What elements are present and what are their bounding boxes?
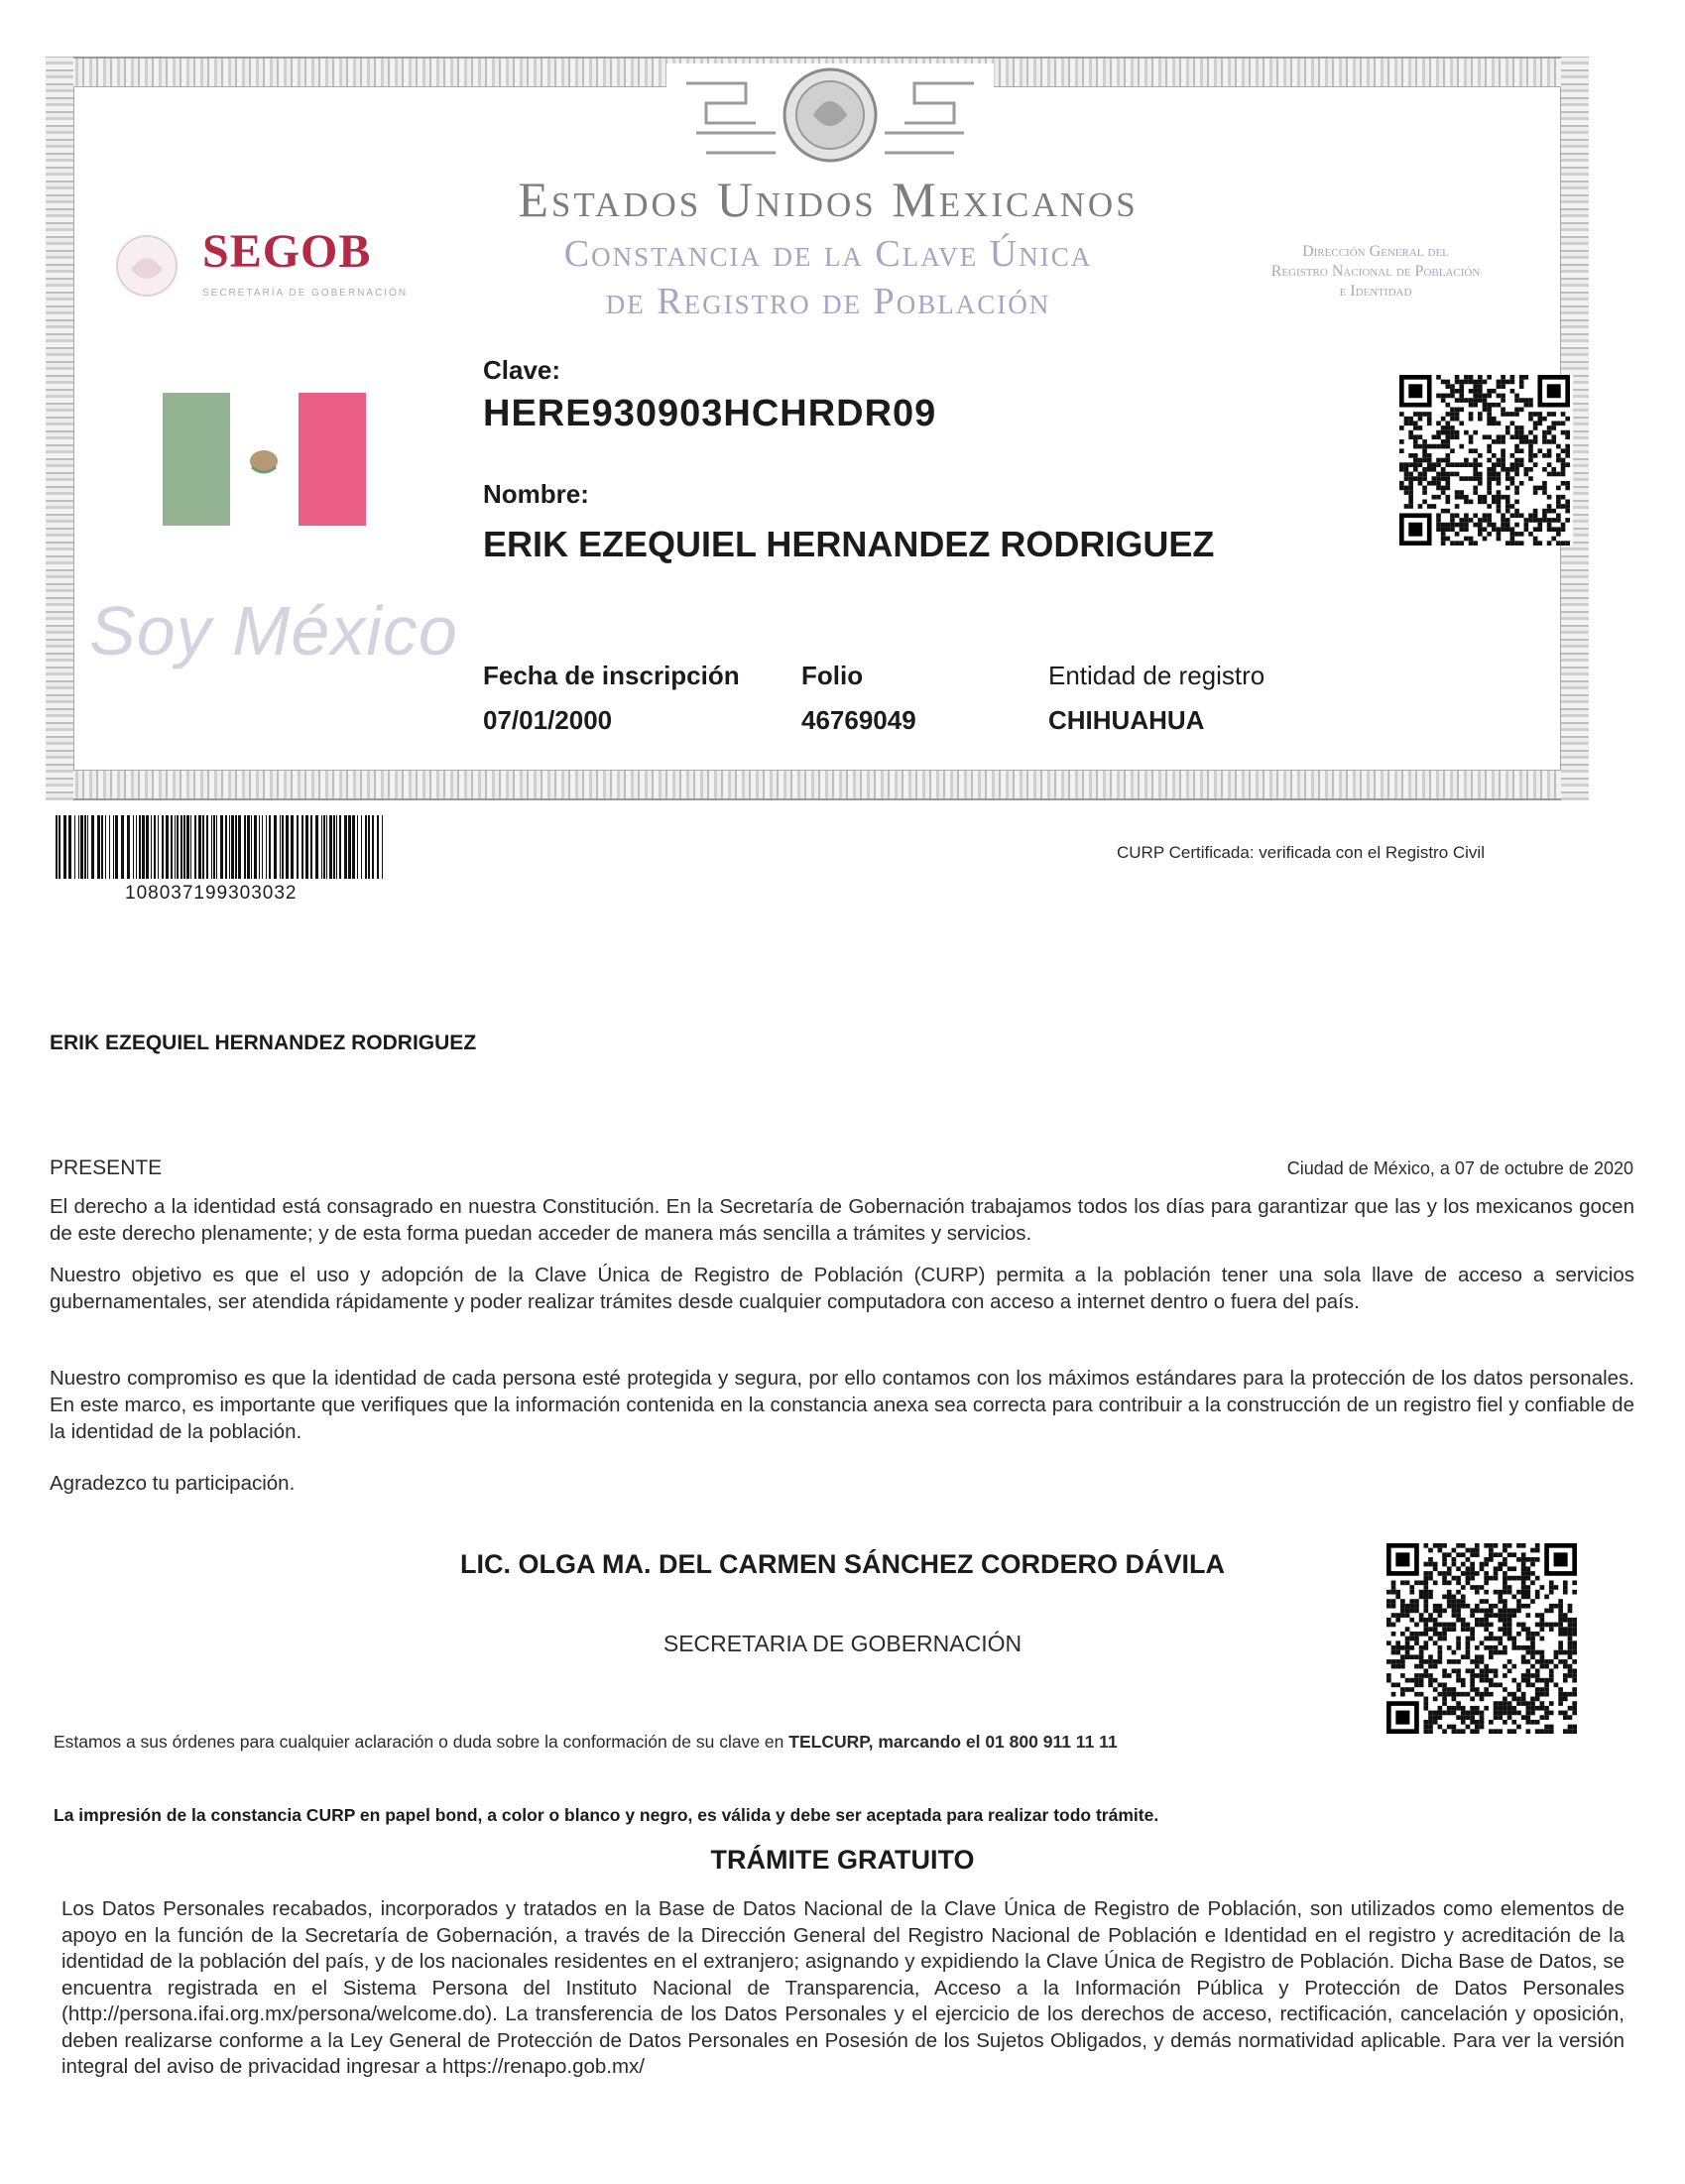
- nombre-value: ERIK EZEQUIEL HERNANDEZ RODRIGUEZ: [483, 524, 1215, 564]
- clave-label: Clave:: [483, 355, 561, 385]
- signer-title: SECRETARIA DE GOBERNACIÓN: [662, 1631, 1023, 1656]
- folio-value: 46769049: [801, 705, 916, 735]
- contact-text: Estamos a sus órdenes para cualquier aclaración o duda sobre la conformación de su clave en: [54, 1732, 789, 1752]
- segob-subtitle: SECRETARÍA DE GOBERNACIÓN: [202, 288, 409, 299]
- nombre-label: Nombre:: [483, 479, 589, 509]
- fecha-value: 07/01/2000: [483, 705, 613, 735]
- barcode-number: 108037199303032: [125, 883, 298, 904]
- flag-emblem-icon: [240, 439, 288, 479]
- barcode-icon: [56, 815, 385, 879]
- contact-line: [54, 1732, 1118, 1753]
- subtitle-line-1: Constancia de la Clave Única: [563, 233, 1093, 275]
- paragraph-2: Nuestro objetivo es que el uso y adopción de la Clave Única de Registro de Población (CURP) permita a la población tener una sola llave de acceso a servicios gubernamentales, ser atendida rápidamente y poder realizar trámites desde cualquier computadora con acceso a internet dentro o fuera del país.: [50, 1264, 1634, 1313]
- validity-note: La impresión de la constancia CURP en papel bond, a color o blanco y negro, es válida y debe ser aceptada para realizar todo trámite.: [54, 1805, 1159, 1825]
- renapo-line-3: e Identidad: [1339, 283, 1412, 300]
- paragraph-3: Nuestro compromiso es que la identidad de cada persona esté protegida y segura, por ello contamos con los máximos estándares para la protección de los datos personales. En este marco, es importante que verifiques que la información contenida en la constancia anexa sea correcta para contribuir a la construcción de un registro fiel y confiable de la identidad de la población.: [50, 1367, 1634, 1443]
- curp-certified-note: CURP Certificada: verificada con el Registro Civil: [1117, 843, 1485, 862]
- soy-mexico-watermark: Soy México: [89, 592, 458, 669]
- certificate-frame-left: [46, 57, 73, 800]
- mexico-flag-icon: [163, 393, 366, 526]
- renapo-line-1: Dirección General del: [1302, 243, 1449, 260]
- segob-logo-text: SEGOB: [202, 225, 372, 278]
- privacy-notice: Los Datos Personales recabados, incorporados y tratados en la Base de Datos Nacional de la Clave Única de Registro de Población, son utilizados como elementos de apoyo en la función de la Secretaría de Gobernación, a través de la Dirección General del Registro Nacional de Población e Identidad en el registro y acreditación de la identidad de la población del país, y de los nacionales residentes en el extranjero; asignando y expidiendo la Clave Única de Registro de Población. Dicha Base de Datos, se encuentra registrada en el Sistema Persona del Instituto Nacional de Transparencia, Acceso a la Información Pública y Protección de Datos Personales (http://persona.ifai.org.mx/persona/welcome.do). La transferencia de los Datos Personales y el ejercicio de los derechos de acceso, rectificación, cancelación y oposición, deben realizarse conforme a la Ley General de Protección de Datos Personales en Posesión de los Sujetos Obligados, y demás normatividad aplicable. Para ver la versión integral del aviso de privacidad ingresar a https://renapo.gob.mx/: [61, 1897, 1625, 2078]
- recipient-name: ERIK EZEQUIEL HERNANDEZ RODRIGUEZ: [50, 1031, 477, 1054]
- place-date: Ciudad de México, a 07 de octubre de 2020: [1286, 1158, 1633, 1178]
- presente-label: PRESENTE: [50, 1156, 163, 1179]
- entidad-value: CHIHUAHUA: [1048, 705, 1205, 735]
- segob-emblem-icon: [107, 230, 186, 302]
- signer-name: LIC. OLGA MA. DEL CARMEN SÁNCHEZ CORDERO DÁVILA: [459, 1549, 1225, 1579]
- folio-label: Folio: [801, 661, 864, 690]
- free-procedure-heading: TRÁMITE GRATUITO: [710, 1845, 975, 1875]
- qr-code-icon: [1396, 375, 1573, 546]
- thanks-line: Agradezco tu participación.: [50, 1472, 296, 1495]
- clave-value: HERE930903HCHRDR09: [483, 393, 937, 434]
- telcurp-phone: TELCURP, marcando el 01 800 911 11 11: [788, 1732, 1118, 1752]
- renapo-label: [1196, 242, 1555, 302]
- renapo-line-2: Registro Nacional de Población: [1270, 263, 1481, 280]
- paragraph-1: El derecho a la identidad está consagrado en nuestra Constitución. En la Secretaría de Gobernación trabajamos todos los días para garantizar que las y los mexicanos gocen de este derecho plenamente; y de esta forma puedan acceder de manera más sencilla a trámites y servicios.: [50, 1195, 1634, 1245]
- page-title: Estados Unidos Mexicanos: [518, 172, 1139, 227]
- fecha-label: Fecha de inscripción: [483, 661, 740, 690]
- subtitle-line-2: de Registro de Población: [605, 281, 1051, 322]
- coat-of-arms-icon: [666, 63, 994, 173]
- entidad-label: Entidad de registro: [1048, 661, 1265, 690]
